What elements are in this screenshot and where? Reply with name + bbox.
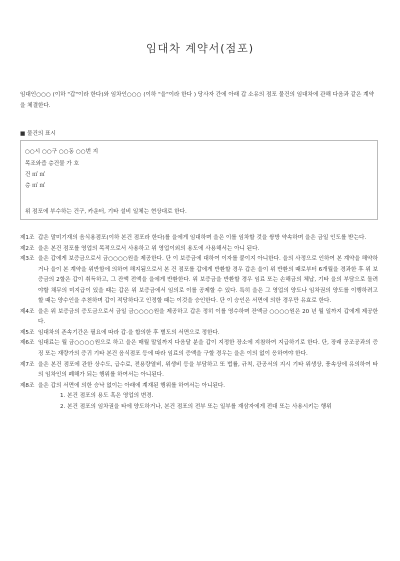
article [20, 328, 378, 339]
article-text: 을은 본건 점포에 관한 상수도, 급수료, 전용량열비, 위생비 등을 부담하고 또 법률, 규칙, 관공서의 지시 기타 위생상, 풍속상에 유의하여 타의 임차인의 폐해가 되는 행위를 하여서는 아니된다. [38, 361, 378, 379]
article [20, 307, 378, 328]
property-area-2: 층 ㎡ ㎡ [25, 183, 46, 189]
article [20, 254, 378, 307]
intro-paragraph: 임대인○○○ (이하 "갑"이라 한다)와 임차인○○○ (이하 "을"이라 한다 ) 당사자 간에 아래 갑 소유의 점포 물건의 임대차에 관해 다음과 같은 계약을 체결한다. [20, 92, 375, 109]
article-number: 제3조 [20, 256, 35, 263]
article-text: 을은 본건 점포를 영업의 목적으로서 사용하고 위 영업이외의 용도에 사용해서는 아니 된다. [38, 245, 260, 252]
article-number: 제6조 [20, 340, 35, 347]
article-number: 제8조 [20, 382, 35, 389]
property-box [20, 140, 378, 220]
document-title: 임대차 계약서(점포) [145, 42, 255, 55]
article-text: 갑은 말미기재의 음식용점포(이하 본건 점포라 한다)를 을에게 임대하며 을은 이를 임차할 것을 쌍방 약속하며 을은 금일 인도를 받는다. [38, 235, 367, 241]
property-area-1: 건 ㎡ ㎡ [25, 172, 46, 178]
article [20, 338, 378, 359]
article-sub-item: 1. 본건 점포의 용도 혹은 영업의 변경. [60, 393, 154, 400]
article-number: 제5조 [20, 329, 35, 336]
article-text: 을은 갑의 서면에 의한 승낙 없이는 아래에 계재된 행위를 하여서는 아니된다. [38, 382, 226, 389]
article-number: 제7조 [20, 361, 35, 368]
article-number: 제4조 [20, 308, 35, 315]
article-number: 제1조 [20, 235, 35, 241]
property-note: 위 점포에 부수하는 건구, 카운터, 기타 설비 일체는 현상대로 한다. [25, 209, 187, 215]
articles-list [20, 233, 378, 412]
article [20, 233, 378, 244]
article [20, 244, 378, 255]
article-text: 임대차의 존속기간은 필요에 따라 갑·을 합의한 후 별도의 서면으로 정한다. [38, 329, 220, 336]
property-building: 목조와즙 층건물 가 호 [25, 161, 79, 167]
property-address: ○○시 ○○구 ○○동 ○○번 지 [25, 149, 99, 155]
article-text: 임대료는 월 금○○○○원으로 하고 을은 매월 말일까지 다음달 분을 갑이 지정한 장소에 지참하여 지급하기로 한다. 단, 장래 공조공과의 증징 또는 재량가의 증귀 기타 본건 음식점포 등에 따라 임료의 증액을 구할 경우는 을은 이의 없이 응하여야 한다. [38, 340, 378, 358]
section-heading-property: ■ 물건의 표시 [20, 131, 56, 137]
article-text: 을은 위 보증금의 증도금으로서 금일 금○○○○원을 제공하고 갑은 정히 이를 영수하며 잔액금 ○○○○원은 20 년 월 일까지 갑에게 제공한다. [38, 308, 378, 326]
article [20, 360, 378, 381]
article-number: 제2조 [20, 245, 35, 252]
article [20, 381, 378, 392]
article-sub-item: 2. 본건 점포의 임차권을 타에 양도하거나, 본건 점포의 전부 또는 일부를 재삼자에게 전대 또는 사용시키는 행위 [60, 403, 332, 410]
article-text: 을은 갑에게 보증금으로서 금○○○○원을 제공한다. 단 이 보증금에 대하여 이자를 붙이지 아니한다. 을의 사정으로 인하여 본 계약을 해약하거나 을이 본 계약을 위반함에 의하여 해지됨으로서 본 건 점포를 갑에게 반환할 경우 갑은 을이 위 반환의 때로부터 6개월을 경과한 후 위 보증금의 2할은 갑이 취득하고, 그 잔액 전액을 을에게 반환한다. 위 보증금을 반환할 경우 임료 또는 손해금의 체납, 기타 을의 부담으로 돌려야할 채무의 미지급이 있을 때는 갑은 위 보증금에서 임의로 이를 공제할 수 있다. 특히 을은 그 영업의 양도나 임차권의 양도를 이행하려고 할 때는 양수인을 추천하며 갑이 적당하다고 인정할 때는 이것을 승인한다. 단 이 승인은 서면에 의한 경우만 유효로 한다. [38, 256, 378, 305]
